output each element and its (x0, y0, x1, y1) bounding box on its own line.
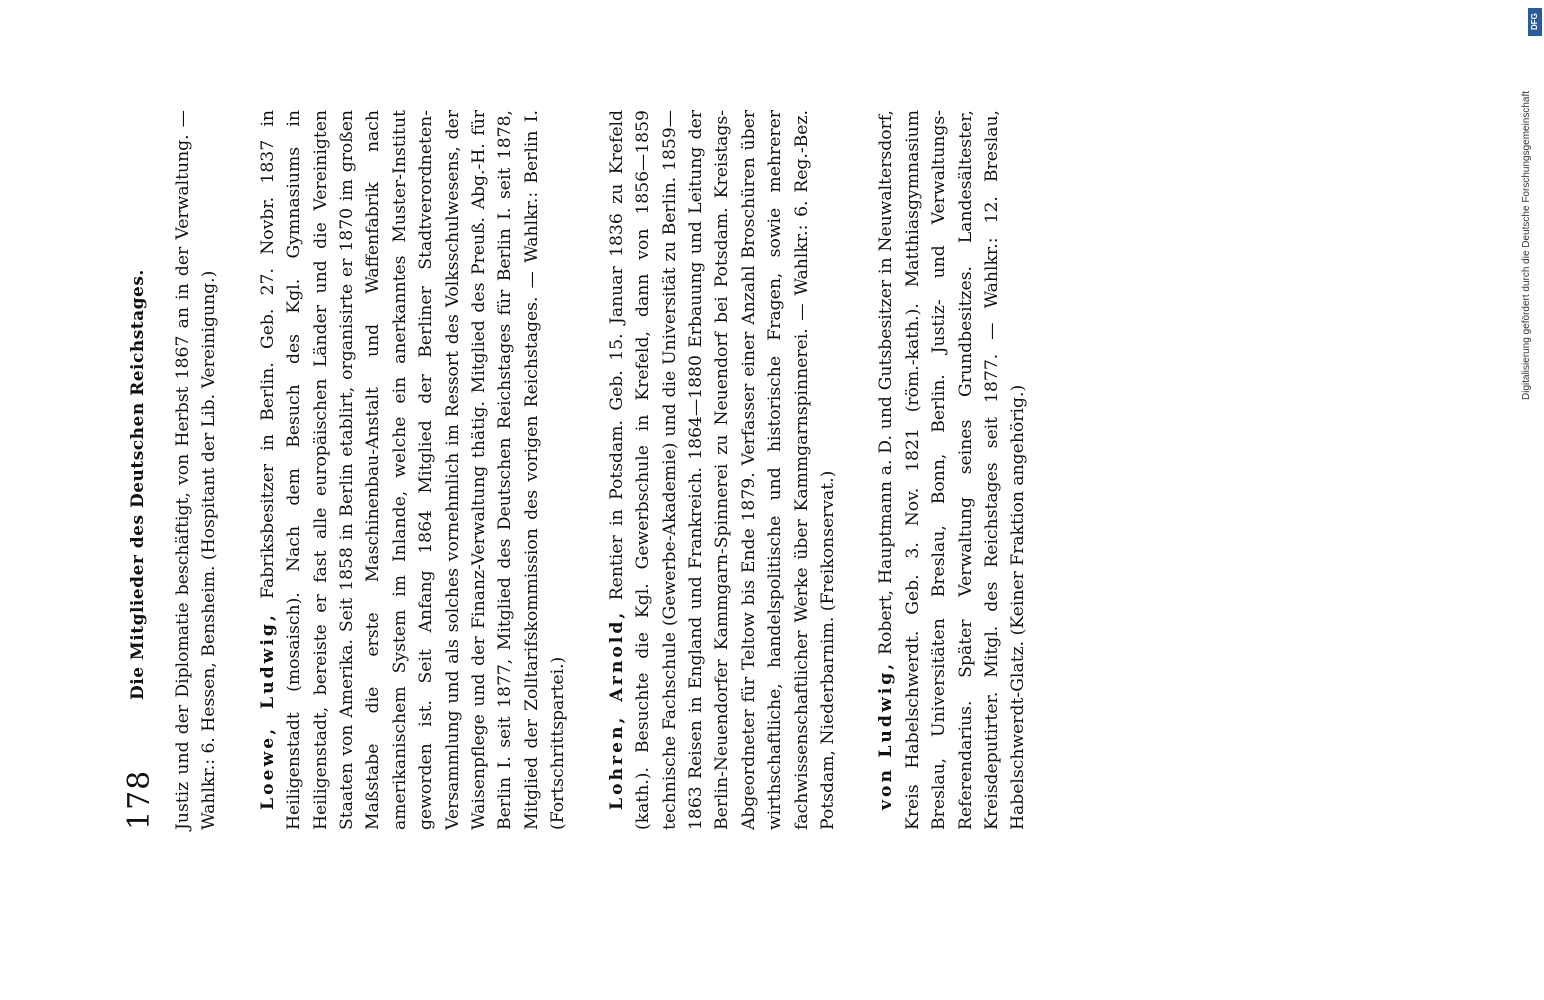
entry-continuation (170, 110, 223, 830)
dfg-logo: DFG (1528, 8, 1542, 36)
page-header (120, 110, 160, 830)
entry-text: Rentier in Potsdam. Geb. 15. Januar 1836 zu Krefeld (kath.). Besuchte die Kgl. Gewerbschule in Krefeld, dann von 1856—1859 technische Fachschule (Gewerbe-Akademie) und die Universität zu Berlin. 1859—1863 Reisen in England und Frankreich. 1864—1880 Erbauung und Leitung der Berlin-Neuendorfer Kammgarn-Spinnerei zu Neuendorf bei Potsdam. Kreistags-Abgeordneter für Teltow bis Ende 1879. Verfasser einer Anzahl Broschüren über wirthschaftliche, handelspolitische und historische Fragen, sowie mehrerer fachwissenschaftlicher Werke über Kammgarnspinnerei. — Wahlkr.: 6. Reg.-Bez. Potsdam, Niederbarnim. (Freikonservat.) (606, 110, 838, 830)
dfg-credit-text: Digitalisierung gefördert durch die Deutsche Forschungsgemeinschaft (1521, 90, 1532, 400)
body-text (170, 110, 1064, 830)
dfg-credit-strip (1510, 0, 1544, 1000)
running-title: Die Mitglieder des Deutschen Reichstages. (128, 269, 148, 700)
entry-text: Fabriksbesitzer in Berlin. Geb. 27. Novbr. 1837 in Heiligenstadt (mosaisch). Nach dem Besuch des Kgl. Gymnasiums in Heiligenstadt, bereiste er fast alle europäischen Länder und die Vereinigten Staaten von Amerika. Seit 1858 in Berlin etablirt, organisirte er 1870 im großen Maßstabe die erste Maschinenbau-Anstalt und Waffenfabrik nach amerikanischem System im Inlande, welche ein anerkanntes Muster-Institut geworden ist. Seit Anfang 1864 Mitglied der Berliner Stadtverordneten-Versammlung und als solches vornehmlich im Ressort des Volksschulwesens, der Waisenpflege und der Finanz-Verwaltung thätig. Mitglied des Preuß. Abg.-H. für Berlin I. seit 1877, Mitglied des Deutschen Reichstages für Berlin I. seit 1878, Mitglied der Zolltarifskommission des vorigen Reichstages. — Wahlkr.: Berlin I. (Fortschrittspartei.) (257, 109, 569, 830)
entry-loewe (255, 110, 572, 830)
entry-text: Justiz und der Diplomatie beschäftigt, von Herbst 1867 an in der Verwaltung. — Wahlkr.: 6. Hessen, Bensheim. (Hospitant der Lib. Vereinigung.) (173, 110, 220, 830)
page-number: 178 (122, 769, 157, 830)
entry-lohren (604, 110, 842, 830)
entry-name: von Ludwig, (876, 660, 897, 810)
entry-text: Robert, Hauptmann a. D. und Gutsbesitzer in Neuwaltersdorf, Kreis Habelschwerdt. Geb. 3. Nov. 1821 (röm.-kath.). Matthiasgymnasium Breslau, Universitäten Breslau, Bonn, Berlin. Justiz- und Verwaltungs-Referendarius. Später Verwaltung seines Grundbesitzes. Landesältester, Kreisdeputirter. Mitgl. des Reichstages seit 1877. — Wahlkr.: 12. Breslau, Habelschwerdt-Glatz. (Keiner Fraktion angehörig.) (876, 109, 1029, 830)
entry-name: Lohren, Arnold, (606, 609, 627, 810)
entry-von-ludwig (873, 110, 1031, 830)
entry-name: Loewe, Ludwig, (257, 612, 278, 810)
